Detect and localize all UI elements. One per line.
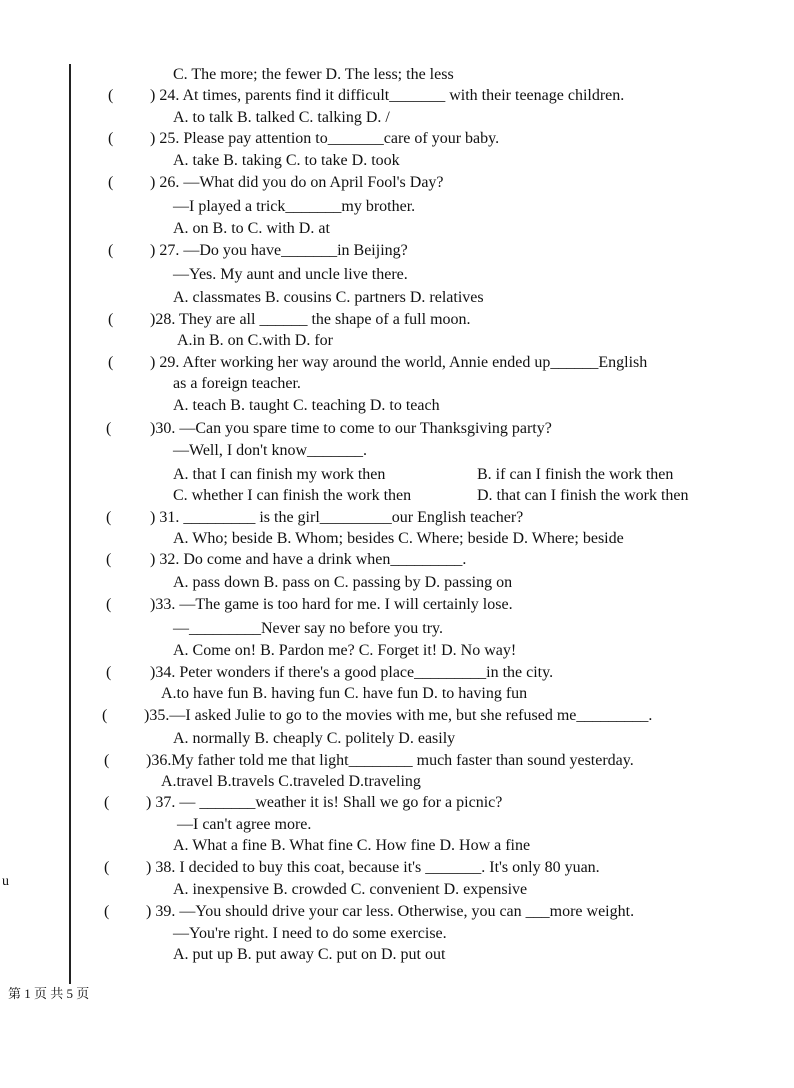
question-32: ) 32. Do come and have a drink when_________. [150,551,467,568]
question-31: ) 31. _________ is the girl_________our English teacher? [150,509,524,526]
option-line: A. pass down B. pass on C. passing by D. passing on [173,574,513,591]
answer-paren: ( [108,242,114,259]
option-line: A. inexpensive B. crowded C. convenient D. expensive [173,881,528,898]
option-line: A. What a fine B. What fine C. How fine D. How a fine [173,837,531,854]
option-line: A. take B. taking C. to take D. took [173,152,400,169]
option-line: A. teach B. taught C. teaching D. to teach [173,397,440,414]
option-line: A.to have fun B. having fun C. have fun D. to having fun [161,685,528,702]
question-33: )33. —The game is too hard for me. I will certainly lose. [150,596,513,613]
question-26: ) 26. —What did you do on April Fool's Day? [150,174,444,191]
option-line: A. Who; beside B. Whom; besides C. Where; beside D. Where; beside [173,530,624,547]
question-29-continued: as a foreign teacher. [173,375,301,392]
question-28: )28. They are all ______ the shape of a full moon. [150,311,471,328]
answer-paren: ( [106,551,112,568]
answer-paren: ( [104,794,110,811]
answer-paren: ( [108,130,114,147]
answer-paren: ( [104,752,110,769]
answer-paren: ( [106,509,112,526]
answer-paren: ( [106,420,112,437]
answer-paren: ( [106,596,112,613]
answer-paren: ( [108,354,114,371]
question-30: )30. —Can you spare time to come to our Thanksgiving party? [150,420,552,437]
margin-mark: u [2,874,9,889]
option-line: A. classmates B. cousins C. partners D. relatives [173,289,484,306]
dialogue-line: —I can't agree more. [177,816,312,833]
dialogue-line: —You're right. I need to do some exercise. [173,925,447,942]
question-37: ) 37. — _______weather it is! Shall we go for a picnic? [146,794,503,811]
option-line: A. on B. to C. with D. at [173,220,330,237]
question-34: )34. Peter wonders if there's a good place_________in the city. [150,664,554,681]
option-line: A. Come on! B. Pardon me? C. Forget it! D. No way! [173,642,517,659]
question-25: ) 25. Please pay attention to_______care of your baby. [150,130,500,147]
question-35: )35.—I asked Julie to go to the movies with me, but she refused me_________. [144,707,653,724]
option-b: B. if can I finish the work then [477,466,674,483]
option-line: A. normally B. cheaply C. politely D. easily [173,730,456,747]
question-29: ) 29. After working her way around the world, Annie ended up______English [150,354,648,371]
answer-paren: ( [104,859,110,876]
answer-paren: ( [102,707,108,724]
dialogue-line: —Well, I don't know_______. [173,442,368,459]
option-line: A.travel B.travels C.traveled D.traveling [161,773,421,790]
dialogue-line: —_________Never say no before you try. [173,620,444,637]
answer-paren: ( [104,903,110,920]
answer-paren: ( [106,664,112,681]
answer-paren: ( [108,174,114,191]
answer-paren: ( [108,311,114,328]
dialogue-line: —Yes. My aunt and uncle live there. [173,266,408,283]
option-a: A. that I can finish my work then [173,466,386,483]
option-line: A. to talk B. talked C. talking D. / [173,109,390,126]
question-38: ) 38. I decided to buy this coat, because it's _______. It's only 80 yuan. [146,859,600,876]
question-39: ) 39. —You should drive your car less. Otherwise, you can ___more weight. [146,903,635,920]
option-line: A. put up B. put away C. put on D. put out [173,946,446,963]
option-c: C. whether I can finish the work then [173,487,412,504]
question-24: ) 24. At times, parents find it difficult_______ with their teenage children. [150,87,625,104]
option-line: C. The more; the fewer D. The less; the less [173,66,454,83]
page-footer: 第 1 页 共 5 页 [8,986,90,1001]
answer-paren: ( [108,87,114,104]
dialogue-line: —I played a trick_______my brother. [173,198,416,215]
question-36: )36.My father told me that light________ much faster than sound yesterday. [146,752,634,769]
option-line: A.in B. on C.with D. for [177,332,333,349]
margin-rule [69,64,71,984]
option-d: D. that can I finish the work then [477,487,689,504]
question-27: ) 27. —Do you have_______in Beijing? [150,242,408,259]
